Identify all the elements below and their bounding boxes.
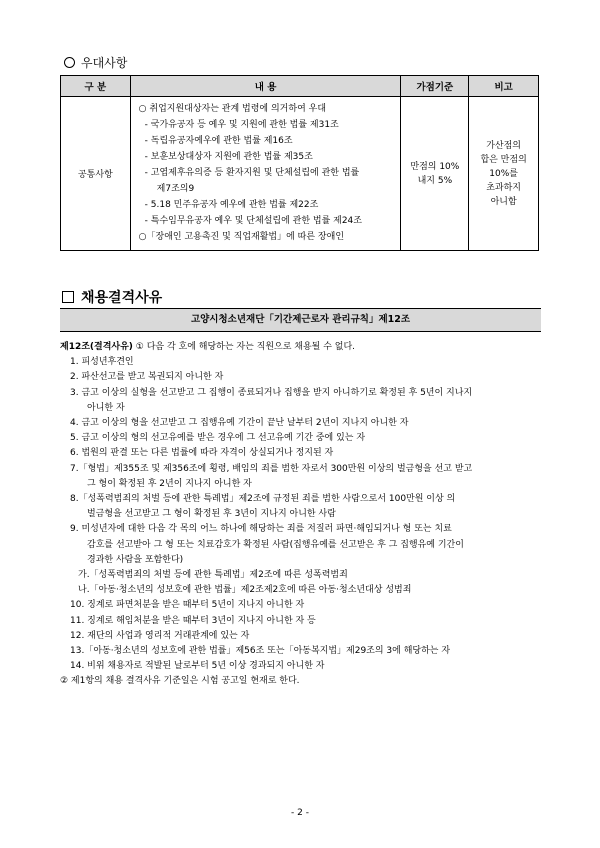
note-line: 10%를 bbox=[489, 168, 518, 179]
table-header-row bbox=[61, 76, 539, 97]
list-item-continuation: 아니한 자 bbox=[87, 402, 125, 413]
list-item: 13.「아동·청소년의 성보호에 관한 법률」제56조 또는「아동복지법」제29조의 3에 해당하는 자 bbox=[70, 646, 451, 657]
list-item: 9. 미성년자에 대한 다음 각 목의 어느 하나에 해당하는 죄를 저질러 파면·해임되거나 형 또는 치료 bbox=[70, 524, 452, 535]
list-item: 7.「형법」제355조 및 제356조에 횡령, 배임의 죄를 범한 자로서 300만원 이상의 벌금형을 선고 받고 bbox=[70, 463, 473, 474]
list-item: 4. 금고 이상의 형을 선고받고 그 집행유예 기간이 끝난 날부터 2년이 지나지 아니한 자 bbox=[70, 418, 409, 429]
article-heading: 제12조(결격사유) bbox=[60, 342, 133, 352]
note-line: 합은 만점의 bbox=[480, 154, 527, 165]
preference-section-title: 우대사항 bbox=[64, 54, 127, 71]
list-item: 11. 징계로 해임처분을 받은 때부터 3년이 지나지 아니한 자 등 bbox=[70, 615, 316, 626]
list-item: 3. 금고 이상의 실형을 선고받고 그 집행이 종료되거나 집행을 받지 아니하기로 확정된 후 5년이 지나지 bbox=[70, 387, 473, 398]
list-item: 14. 비위 채용자로 적발된 날로부터 5년 이상 경과되지 아니한 자 bbox=[70, 661, 325, 672]
disqualification-section-title: 채용결격사유 bbox=[62, 287, 162, 307]
square-bullet-icon bbox=[62, 291, 74, 303]
content-line: - 보훈보상대상자 지원에 관한 법률 제35조 bbox=[144, 152, 313, 162]
content-line: ○「장애인 고용촉진 및 직업재활법」에 따른 장애인 bbox=[138, 232, 345, 242]
list-item: ② 제1항의 채용 결격사유 기준일은 시험 공고일 현재로 한다. bbox=[60, 676, 300, 687]
page-number: - 2 - bbox=[291, 808, 309, 818]
header-content: 내 용 bbox=[130, 76, 401, 97]
points-cell bbox=[401, 97, 469, 251]
points-line: 만점의 10% bbox=[410, 161, 460, 172]
content-line: - 5.18 민주유공자 예우에 관한 법률 제22조 bbox=[144, 200, 319, 210]
content-line: - 독립유공자예우에 관한 법률 제16조 bbox=[144, 136, 293, 146]
category-cell: 공통사항 bbox=[61, 97, 131, 251]
list-item: 10. 징계로 파면처분을 받은 때부터 5년이 지나지 아니한 자 bbox=[70, 600, 305, 611]
disqualification-body bbox=[60, 340, 544, 690]
list-item: 5. 금고 이상의 형의 선고유예를 받은 경우에 그 선고유예 기간 중에 있는 자 bbox=[70, 433, 366, 444]
list-item: 2. 파산선고를 받고 복권되지 아니한 자 bbox=[70, 372, 224, 383]
list-item-continuation: 감호를 선고받아 그 형 또는 치료감호가 확정된 사람(집행유예를 선고받은 후 그 집행유예 기간이 bbox=[87, 539, 464, 550]
article-lead: 제12조(결격사유) ① 다음 각 호에 해당하는 자는 직원으로 채용될 수 없다. bbox=[60, 342, 356, 352]
content-line: - 고엽제후유의증 등 환자지원 및 단체설립에 관한 법률 bbox=[144, 168, 360, 178]
content-line: - 특수임무유공자 예우 및 단체설립에 관한 법률 제24조 bbox=[144, 216, 362, 226]
list-item: 12. 재단의 사업과 영리적 거래관계에 있는 자 bbox=[70, 630, 250, 641]
header-category: 구 분 bbox=[61, 76, 131, 97]
note-line: 아니함 bbox=[490, 196, 517, 207]
list-item-continuation: 그 형이 확정된 후 2년이 지나지 아니한 자 bbox=[87, 478, 252, 489]
sub-list-item: 가.「성폭력범죄의 처벌 등에 관한 특례법」제2조에 따른 성폭력범죄 bbox=[78, 570, 348, 581]
list-item: 1. 피성년후견인 bbox=[70, 357, 134, 368]
note-line: 초과하지 bbox=[486, 182, 521, 193]
note-line: 가산점의 bbox=[486, 140, 521, 151]
list-item: 8.「성폭력범죄의 처벌 등에 관한 특례법」제2조에 규정된 죄를 범한 사람으로서 100만원 이상 의 bbox=[70, 494, 456, 505]
preference-table bbox=[60, 75, 539, 251]
content-line: 제7조의9 bbox=[156, 184, 195, 194]
header-points: 가점기준 bbox=[401, 76, 469, 97]
header-note: 비고 bbox=[469, 76, 539, 97]
circle-bullet-icon bbox=[64, 57, 75, 68]
content-line: - 국가유공자 등 예우 및 지원에 관한 법률 제31조 bbox=[144, 120, 339, 130]
list-item-continuation: 경과한 사람을 포함한다) bbox=[87, 554, 184, 565]
list-item: 6. 법원의 판결 또는 다른 법률에 따라 자격이 상실되거나 정지된 자 bbox=[70, 448, 334, 459]
sub-list-item: 나.「아동·청소년의 성보호에 관한 법률」제2조제2호에 따른 아동·청소년대상 성범죄 bbox=[78, 585, 412, 596]
list-item-continuation: 벌금형을 선고받고 그 형이 확정된 후 3년이 지나지 아니한 사람 bbox=[87, 509, 336, 520]
table-row bbox=[61, 97, 539, 251]
points-line: 내지 5% bbox=[417, 175, 453, 186]
regulation-banner: 고양시청소년재단「기간제근로자 관리규칙」제12조 bbox=[60, 308, 541, 332]
content-line: ○ 취업지원대상자는 관계 법령에 의거하여 우대 bbox=[138, 104, 327, 114]
note-cell bbox=[469, 97, 539, 251]
content-cell bbox=[130, 97, 401, 251]
